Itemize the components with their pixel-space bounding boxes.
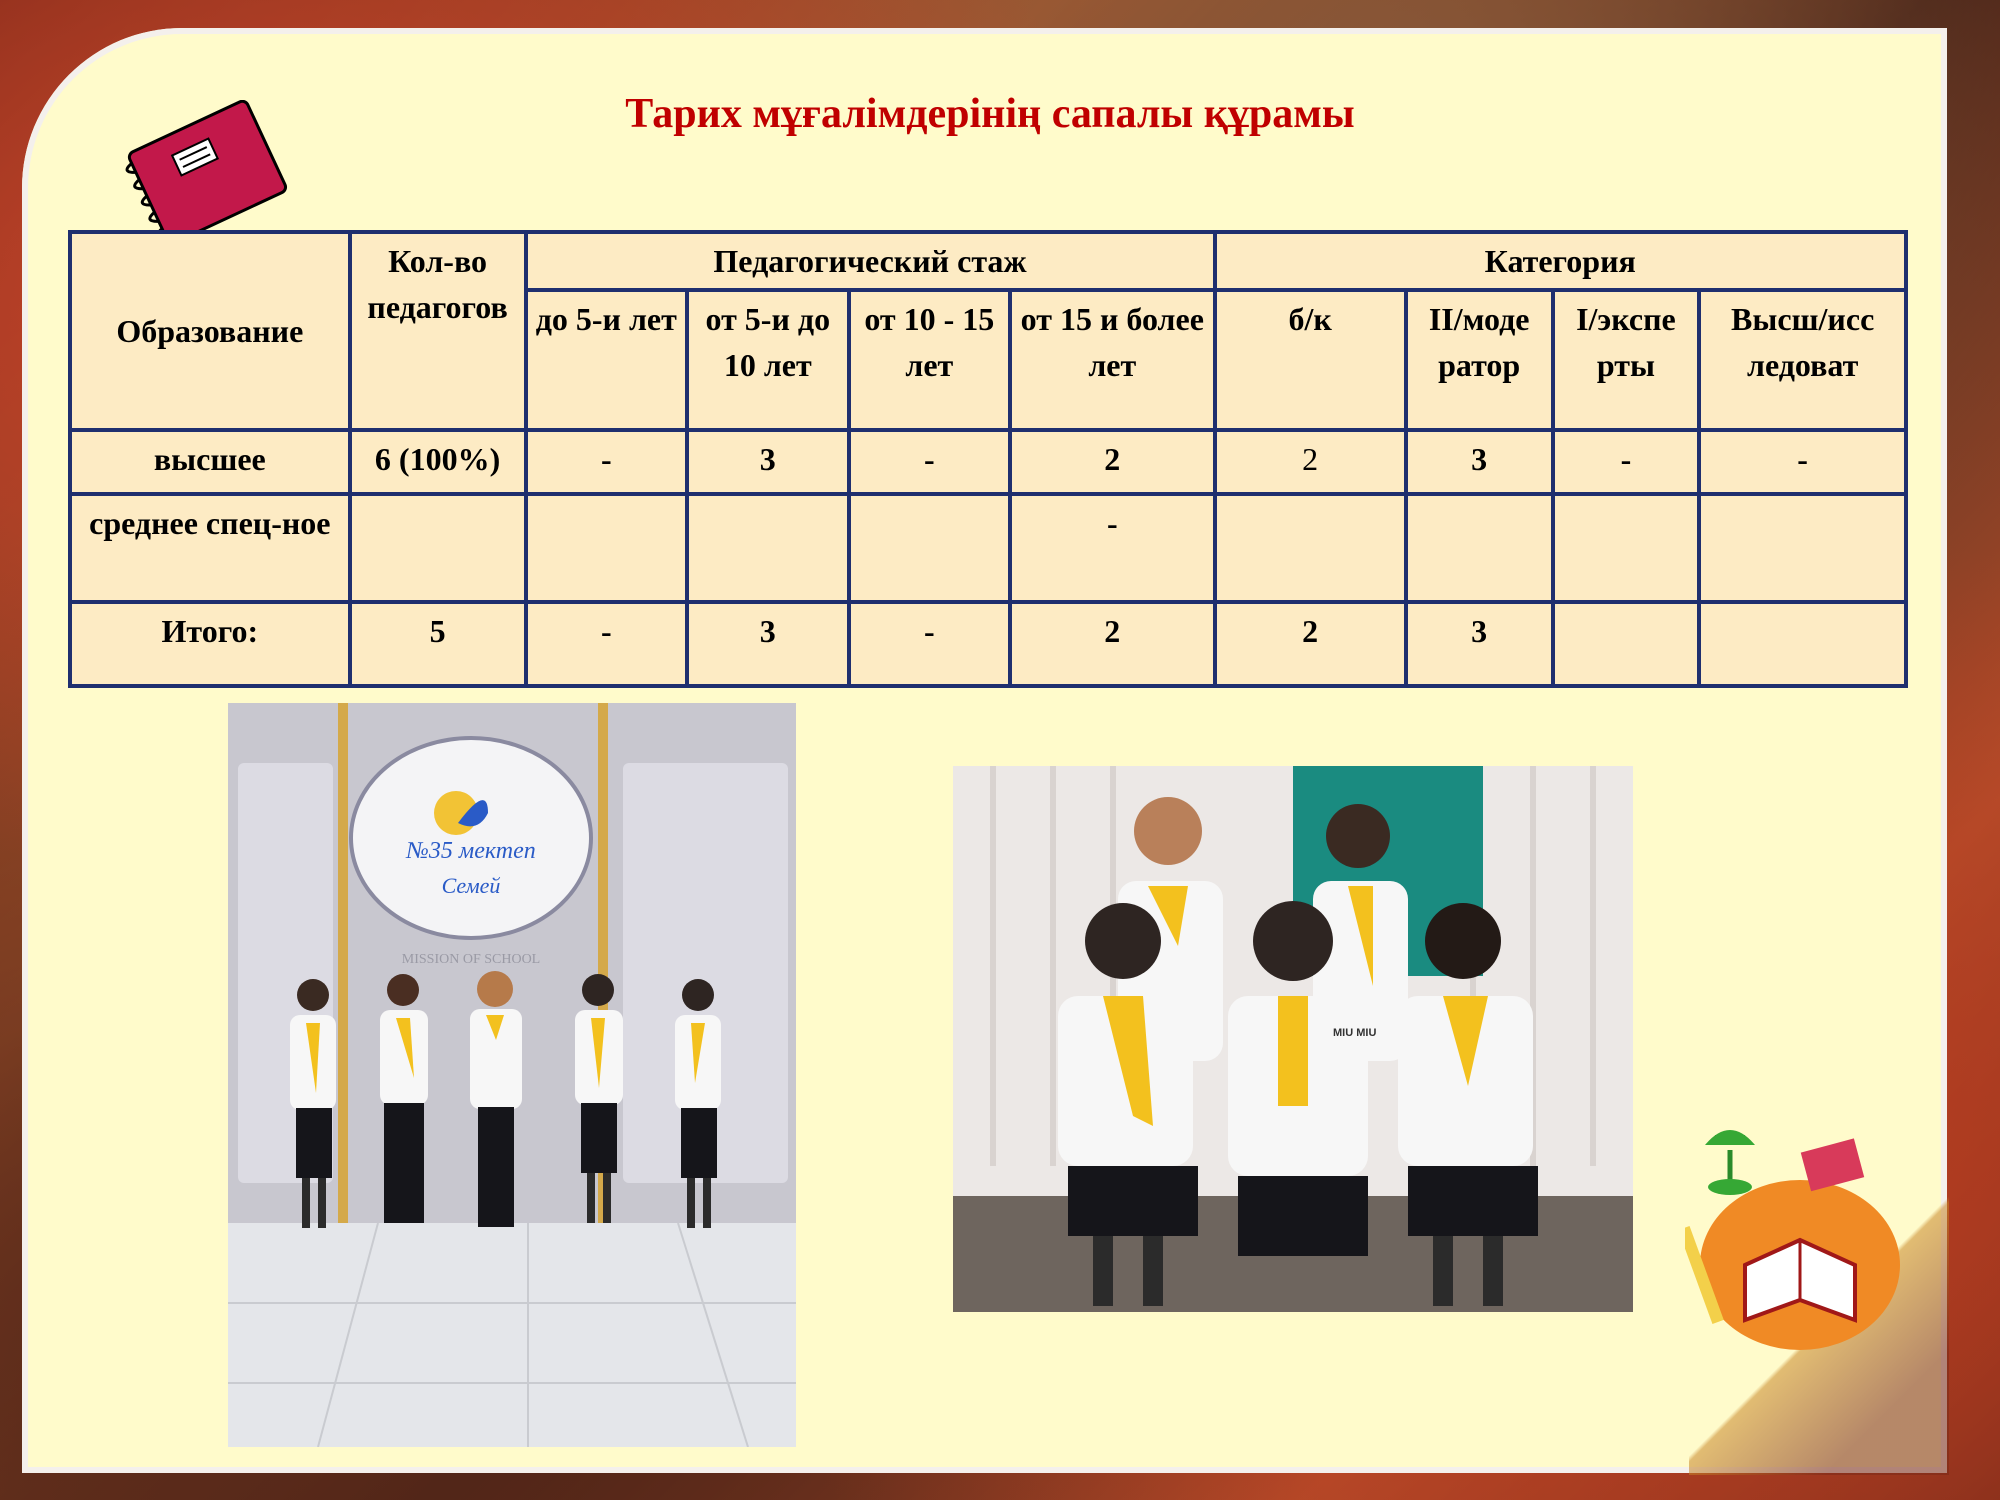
cell xyxy=(1406,494,1553,602)
cell: - xyxy=(526,430,688,494)
cell: - xyxy=(849,602,1011,686)
cell xyxy=(687,494,849,602)
cell: - xyxy=(1553,430,1700,494)
cell: 2 xyxy=(1215,602,1406,686)
school-sign-line2: Семей xyxy=(441,873,501,898)
cell: 2 xyxy=(1215,430,1406,494)
cell xyxy=(1553,494,1700,602)
school-supplies-icon xyxy=(1685,1125,1905,1355)
header-cat-col: Высш/исс ледоват xyxy=(1699,290,1906,430)
staff-quality-table xyxy=(68,230,1908,688)
cell xyxy=(1215,494,1406,602)
cell: - xyxy=(1010,494,1214,602)
header-exp-col: от 5-и до 10 лет xyxy=(687,290,849,430)
cell xyxy=(1699,602,1906,686)
cell xyxy=(526,494,688,602)
table-row xyxy=(70,494,1906,602)
cell: 2 xyxy=(1010,430,1214,494)
row-count: 5 xyxy=(350,602,526,686)
row-count: 6 (100%) xyxy=(350,430,526,494)
cell: - xyxy=(1699,430,1906,494)
cell xyxy=(1553,602,1700,686)
header-count: Кол-во педагогов xyxy=(350,232,526,430)
cell xyxy=(1699,494,1906,602)
cell: 2 xyxy=(1010,602,1214,686)
row-label: среднее спец-ное xyxy=(70,494,350,602)
header-experience: Педагогический стаж xyxy=(526,232,1215,290)
cell xyxy=(849,494,1011,602)
cell: 3 xyxy=(1406,430,1553,494)
header-row-1 xyxy=(70,232,1906,290)
page-title: Тарих мұғалімдерінің сапалы құрамы xyxy=(625,91,1355,137)
cell: - xyxy=(849,430,1011,494)
row-count xyxy=(350,494,526,602)
row-label: Итого: xyxy=(70,602,350,686)
shirt-logo: MIU MIU xyxy=(1333,1027,1377,1039)
header-exp-col: до 5-и лет xyxy=(526,290,688,430)
mission-caption: MISSION OF SCHOOL xyxy=(401,952,541,967)
cell: 3 xyxy=(687,430,849,494)
header-exp-col: от 15 и более лет xyxy=(1010,290,1214,430)
school-sign-line1: №35 мектеп xyxy=(406,838,536,864)
header-cat-col: I/экспе рты xyxy=(1553,290,1700,430)
cell: 3 xyxy=(1406,602,1553,686)
table-row xyxy=(70,602,1906,686)
table-row xyxy=(70,430,1906,494)
header-cat-col: б/к xyxy=(1215,290,1406,430)
cell: 3 xyxy=(687,602,849,686)
header-cat-col: II/моде ратор xyxy=(1406,290,1553,430)
group-photo-standing xyxy=(228,703,796,1447)
header-exp-col: от 10 - 15 лет xyxy=(849,290,1011,430)
header-education: Образование xyxy=(70,232,350,430)
group-photo-seated xyxy=(953,766,1633,1312)
header-category: Категория xyxy=(1215,232,1906,290)
row-label: высшее xyxy=(70,430,350,494)
cell: - xyxy=(526,602,688,686)
